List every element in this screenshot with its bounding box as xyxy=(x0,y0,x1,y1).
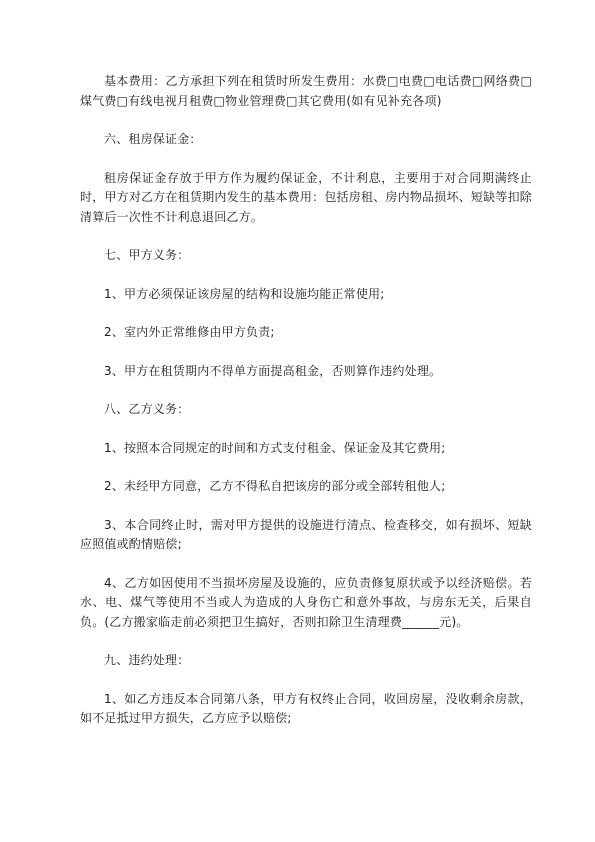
landlord-duty-2: 2、室内外正常维修由甲方负责; xyxy=(104,325,275,339)
section-heading-landlord-duties: 七、甲方义务： xyxy=(104,248,190,262)
paragraph-basic-fees: 基本费用：乙方承担下列在租赁时所发生费用：水费□电费□电话费□网络费□煤气费□有线电视月租费□物业管理费□其它费用(如有见补充各项) xyxy=(80,74,532,108)
tenant-duty-4: 4、乙方如因使用不当损坏房屋及设施的，应负责修复原状或予以经济赔偿。若水、电、煤气等使用不当或人为造成的人身伤亡和意外事故，与房东无关，后果自负。(乙方搬家临走前必须把卫生搞好，否则扣除卫生清理费______元)。 xyxy=(80,575,532,629)
section-heading-breach: 九、违约处理： xyxy=(104,653,190,667)
section-heading-deposit: 六、租房保证金： xyxy=(104,132,202,146)
tenant-duty-2: 2、未经甲方同意，乙方不得私自把该房的部分或全部转租他人; xyxy=(104,479,446,493)
tenant-duty-1: 1、按照本合同规定的时间和方式支付租金、保证金及其它费用; xyxy=(104,440,446,455)
breach-clause-1: 1、如乙方违反本合同第八条，甲方有权终止合同，收回房屋，没收剩余房款，如不足抵过甲方损失，乙方应予以赔偿; xyxy=(80,691,532,725)
paragraph-deposit: 租房保证金存放于甲方作为履约保证金，不计利息，主要用于对合同期满终止时，甲方对乙方在租赁期内发生的基本费用：包括房租、房内物品损坏、短缺等扣除清算后一次性不计利息退回乙方。 xyxy=(80,170,532,224)
tenant-duty-3: 3、本合同终止时，需对甲方提供的设施进行清点、检查移交，如有损坏、短缺应照值或酌情赔偿; xyxy=(80,517,532,551)
landlord-duty-3: 3、甲方在租赁期内不得单方面提高租金，否则算作违约处理。 xyxy=(104,363,442,378)
document-body xyxy=(80,72,532,748)
landlord-duty-1: 1、甲方必须保证该房屋的结构和设施均能正常使用; xyxy=(104,286,385,301)
section-heading-tenant-duties: 八、乙方义务： xyxy=(104,402,190,416)
